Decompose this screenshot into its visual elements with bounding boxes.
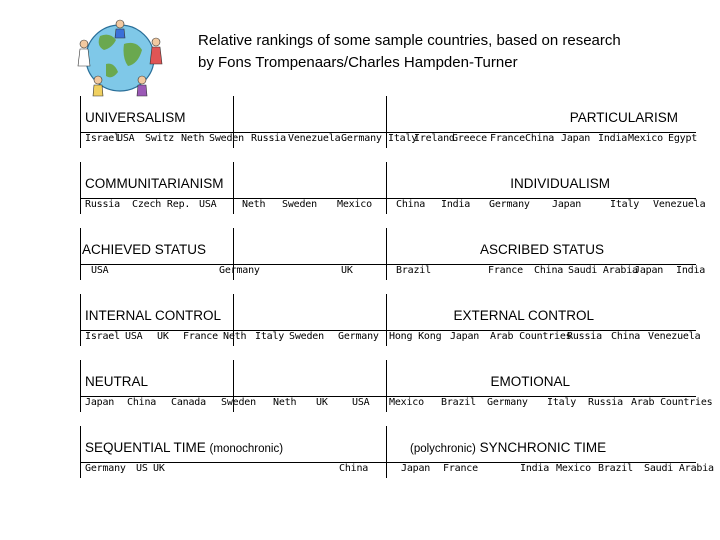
country-label: Mexico <box>337 199 372 210</box>
country-label: Brazil <box>441 397 476 408</box>
country-label: China <box>525 133 555 144</box>
title-line-2: by Fons Trompenaars/Charles Hampden-Turner <box>198 54 518 71</box>
country-label: Mexico <box>556 463 591 474</box>
scale-right-tick <box>386 228 387 280</box>
country-label: Sweden <box>282 199 317 210</box>
scale-right-tick <box>386 162 387 214</box>
left-pole-label: UNIVERSALISM <box>85 110 186 125</box>
country-label: France <box>488 265 523 276</box>
country-label: UK <box>153 463 165 474</box>
dimension-universalism <box>80 108 696 168</box>
country-label: Venezuela <box>288 133 341 144</box>
right-pole-label: ASCRIBED STATUS <box>479 242 604 257</box>
country-label: China <box>396 199 426 210</box>
country-label: France <box>183 331 218 342</box>
left-pole-label: NEUTRAL <box>85 374 149 389</box>
scale-mid-tick <box>233 162 234 214</box>
country-label: Japan <box>561 133 591 144</box>
country-label: Sweden <box>209 133 244 144</box>
country-label: Ireland <box>414 133 455 144</box>
country-label: Arab Countries <box>631 397 713 408</box>
country-label: USA <box>125 331 143 342</box>
title-line-1: Relative rankings of some sample countries, based on research <box>198 32 621 49</box>
country-label: Brazil <box>396 265 431 276</box>
left-pole-label: INTERNAL CONTROL <box>85 308 222 323</box>
country-label: Neth <box>242 199 266 210</box>
right-pole-note: (polychronic) <box>410 443 476 455</box>
country-label: Japan <box>634 265 664 276</box>
country-label: India <box>520 463 550 474</box>
country-label: Switz <box>145 133 175 144</box>
country-label: China <box>611 331 641 342</box>
left-pole-note: (monochronic) <box>209 443 284 455</box>
page-title <box>198 30 698 74</box>
scale-right-tick <box>386 360 387 412</box>
scale-right-tick <box>386 426 387 478</box>
scale-left-tick <box>80 96 81 148</box>
scale-right-tick <box>386 96 387 148</box>
country-label: USA <box>352 397 370 408</box>
country-label: Russia <box>251 133 286 144</box>
scale-left-tick <box>80 228 81 280</box>
country-label: India <box>676 265 706 276</box>
country-label: Israel <box>85 331 120 342</box>
country-label: Saudi Arabia <box>568 265 638 276</box>
left-pole-label: COMMUNITARIANISM <box>85 176 224 191</box>
left-pole-label <box>85 440 283 455</box>
country-label: Sweden <box>289 331 324 342</box>
right-pole-label <box>410 440 606 455</box>
country-label: Germany <box>338 331 379 342</box>
country-label: UK <box>157 331 169 342</box>
country-label: Germany <box>489 199 530 210</box>
right-pole-label: PARTICULARISM <box>569 110 678 125</box>
country-label: Russia <box>567 331 602 342</box>
country-label: Venezuela <box>648 331 701 342</box>
country-label: Germany <box>341 133 382 144</box>
country-label: Saudi Arabia <box>644 463 714 474</box>
country-label: Canada <box>171 397 206 408</box>
scale-right-tick <box>386 294 387 346</box>
left-pole-label: ACHIEVED STATUS <box>82 242 207 257</box>
country-label: Egypt <box>668 133 698 144</box>
country-label: Sweden <box>221 397 256 408</box>
country-label: Japan <box>552 199 582 210</box>
country-label: Neth <box>223 331 247 342</box>
country-label: India <box>441 199 471 210</box>
country-label: Mexico <box>389 397 424 408</box>
country-label: Brazil <box>598 463 633 474</box>
country-label: Neth <box>273 397 297 408</box>
country-label: India <box>598 133 628 144</box>
dimension-sequential-time <box>80 438 714 498</box>
country-label: Germany <box>487 397 528 408</box>
country-label: UK <box>316 397 328 408</box>
country-label: Czech Rep. <box>132 199 191 210</box>
country-label: Italy <box>388 133 418 144</box>
right-pole-label: EMOTIONAL <box>490 374 570 389</box>
country-label: Germany <box>85 463 126 474</box>
country-label: Japan <box>85 397 115 408</box>
country-label: USA <box>91 265 109 276</box>
country-label: US <box>136 463 148 474</box>
left-pole-title: SEQUENTIAL TIME <box>85 440 206 455</box>
country-label: Italy <box>547 397 577 408</box>
country-label: USA <box>117 133 135 144</box>
country-label: Russia <box>85 199 120 210</box>
right-pole-label: EXTERNAL CONTROL <box>453 308 594 323</box>
country-label: Greece <box>452 133 487 144</box>
country-label: China <box>339 463 369 474</box>
country-label: Israel <box>85 133 120 144</box>
country-label: Italy <box>610 199 640 210</box>
scale-left-tick <box>80 162 81 214</box>
scale-left-tick <box>80 294 81 346</box>
country-label: Italy <box>255 331 285 342</box>
country-label: France <box>490 133 525 144</box>
country-label: Mexico <box>628 133 663 144</box>
right-pole-title: SYNCHRONIC TIME <box>479 440 607 455</box>
scale-left-tick <box>80 426 81 478</box>
country-label: Japan <box>401 463 431 474</box>
scale-left-tick <box>80 360 81 412</box>
country-label: Venezuela <box>653 199 706 210</box>
globe-people-icon <box>72 14 168 98</box>
country-label: USA <box>199 199 217 210</box>
dimension-achieved-status <box>80 240 706 300</box>
country-label: Germany <box>219 265 260 276</box>
country-label: Neth <box>181 133 205 144</box>
dimension-communitarianism <box>80 174 706 234</box>
dimension-neutral <box>80 372 713 432</box>
scale-line <box>80 330 696 331</box>
country-label: Hong Kong <box>389 331 442 342</box>
dimension-internal-control <box>80 306 701 366</box>
country-label: Japan <box>450 331 480 342</box>
country-label: China <box>127 397 157 408</box>
country-label: France <box>443 463 478 474</box>
country-label: Russia <box>588 397 623 408</box>
country-label: Arab Countries <box>490 331 572 342</box>
country-label: China <box>534 265 564 276</box>
right-pole-label: INDIVIDUALISM <box>510 176 610 191</box>
country-label: UK <box>341 265 353 276</box>
